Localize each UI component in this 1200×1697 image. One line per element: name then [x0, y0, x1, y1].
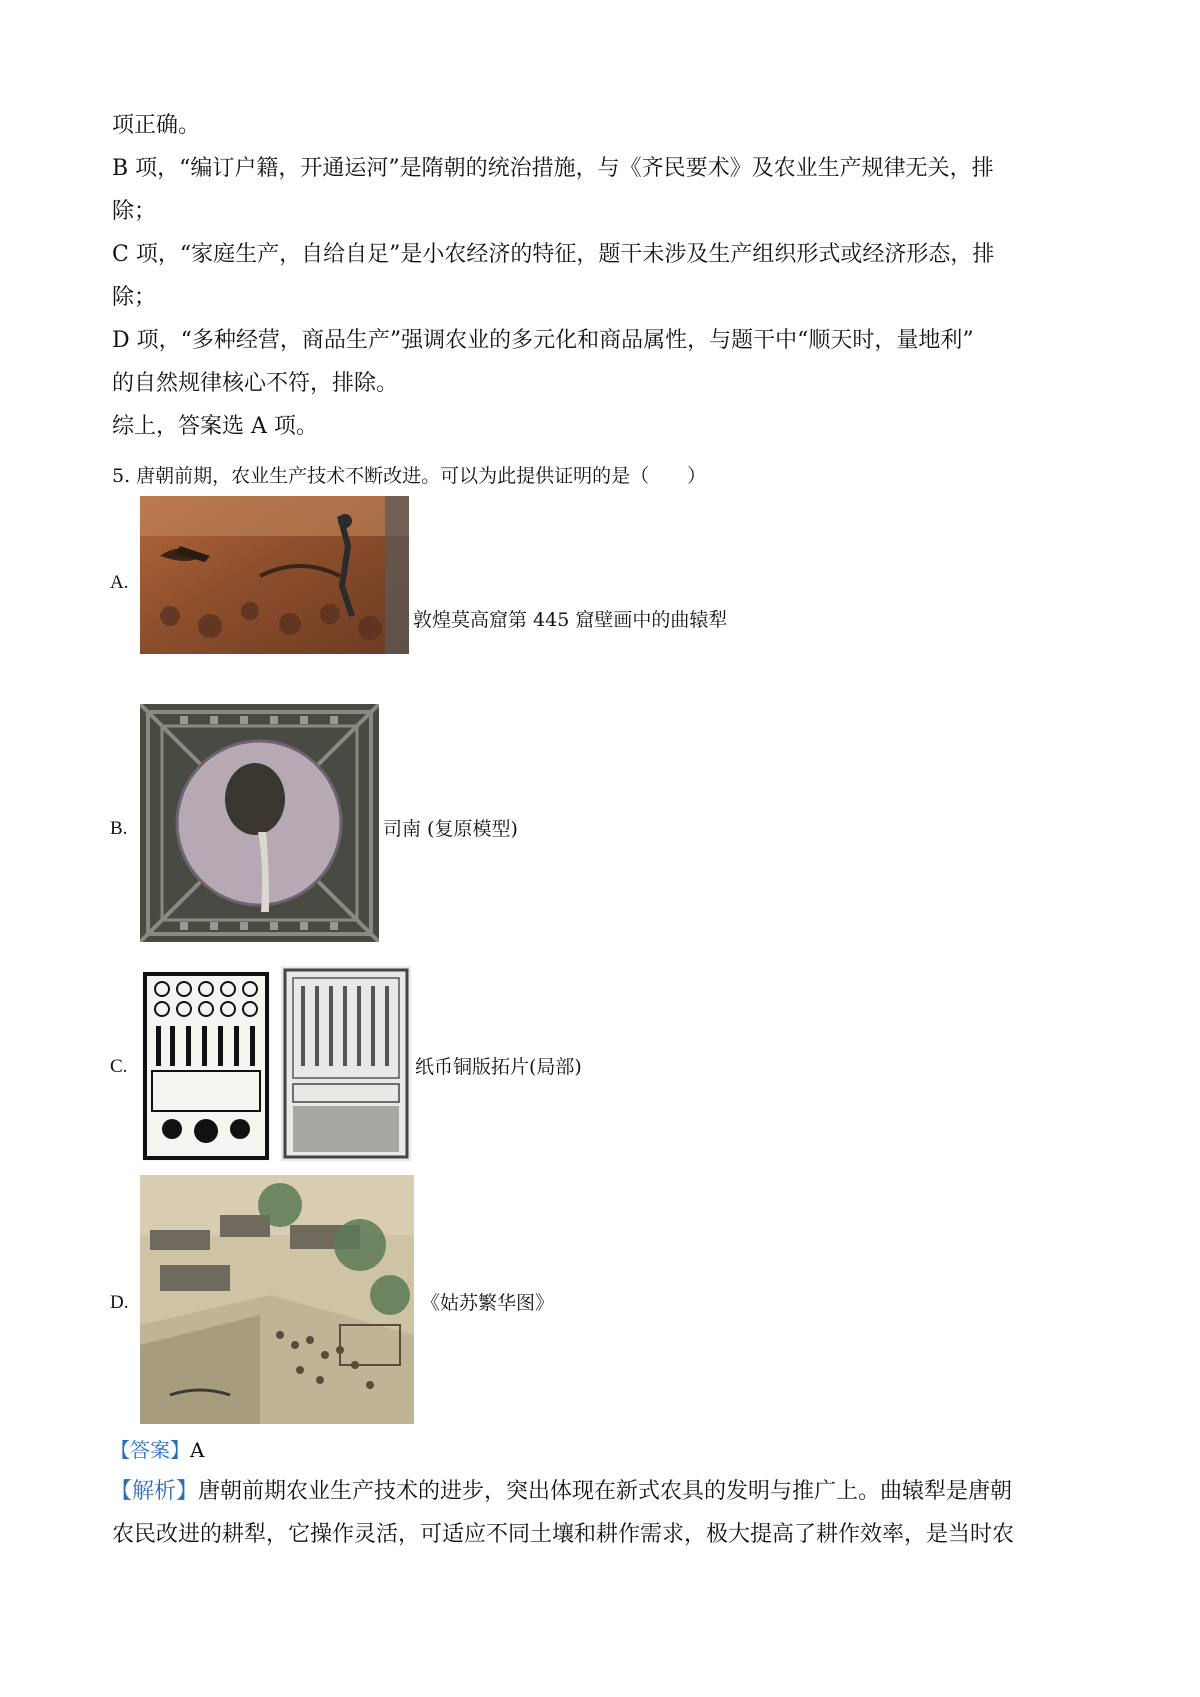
- option-letter: B.: [110, 818, 128, 839]
- paragraph-line: 的自然规律核心不符，排除。: [112, 371, 399, 396]
- paragraph-line: D 项，“多种经营，商品生产”强调农业的多元化和商品属性，与题干中“顺天时，量地利”: [112, 328, 974, 353]
- banknote-rubbing-image-2: [281, 966, 411, 1161]
- option-letter: D.: [110, 1292, 129, 1313]
- paragraph-line: 综上，答案选 A 项。: [112, 414, 318, 439]
- question-stem: 5. 唐朝前期，农业生产技术不断改进。可以为此提供证明的是（ ）: [112, 465, 707, 487]
- option-letter: C.: [110, 1056, 128, 1077]
- paragraph-line: 除；: [112, 199, 157, 224]
- gusu-painting-image: [140, 1175, 414, 1424]
- analysis-line: 农民改进的耕犁，它操作灵活，可适应不同土壤和耕作需求，极大提高了耕作效率，是当时农: [112, 1522, 1015, 1547]
- paragraph-line: 除；: [112, 285, 157, 310]
- option-caption: 《姑苏繁华图》: [421, 1292, 555, 1314]
- analysis-line: [110, 1477, 1012, 1507]
- answer-value: A: [190, 1438, 205, 1462]
- option-caption: 司南 (复原模型): [383, 818, 518, 840]
- banknote-rubbing-image-1: [142, 971, 270, 1161]
- option-letter: A.: [110, 572, 129, 593]
- sinan-compass-image: [140, 704, 379, 942]
- mural-image: [140, 496, 409, 654]
- analysis-text: 唐朝前期农业生产技术的进步，突出体现在新式农具的发明与推广上。曲辕犁是唐朝: [198, 1479, 1013, 1504]
- answer-label: 【答案】: [110, 1438, 190, 1462]
- option-caption: 纸币铜版拓片(局部): [415, 1056, 582, 1078]
- answer-line: [110, 1435, 204, 1465]
- analysis-label: 【解析】: [110, 1479, 199, 1504]
- paragraph-line: 项正确。: [112, 113, 201, 138]
- paragraph-line: C 项，“家庭生产，自给自足”是小农经济的特征，题干未涉及生产组织形式或经济形态，排: [112, 242, 995, 267]
- option-caption: 敦煌莫高窟第 445 窟壁画中的曲辕犁: [413, 609, 728, 631]
- paragraph-line: B 项，“编订户籍，开通运河”是隋朝的统治措施，与《齐民要术》及农业生产规律无关，排: [112, 156, 994, 181]
